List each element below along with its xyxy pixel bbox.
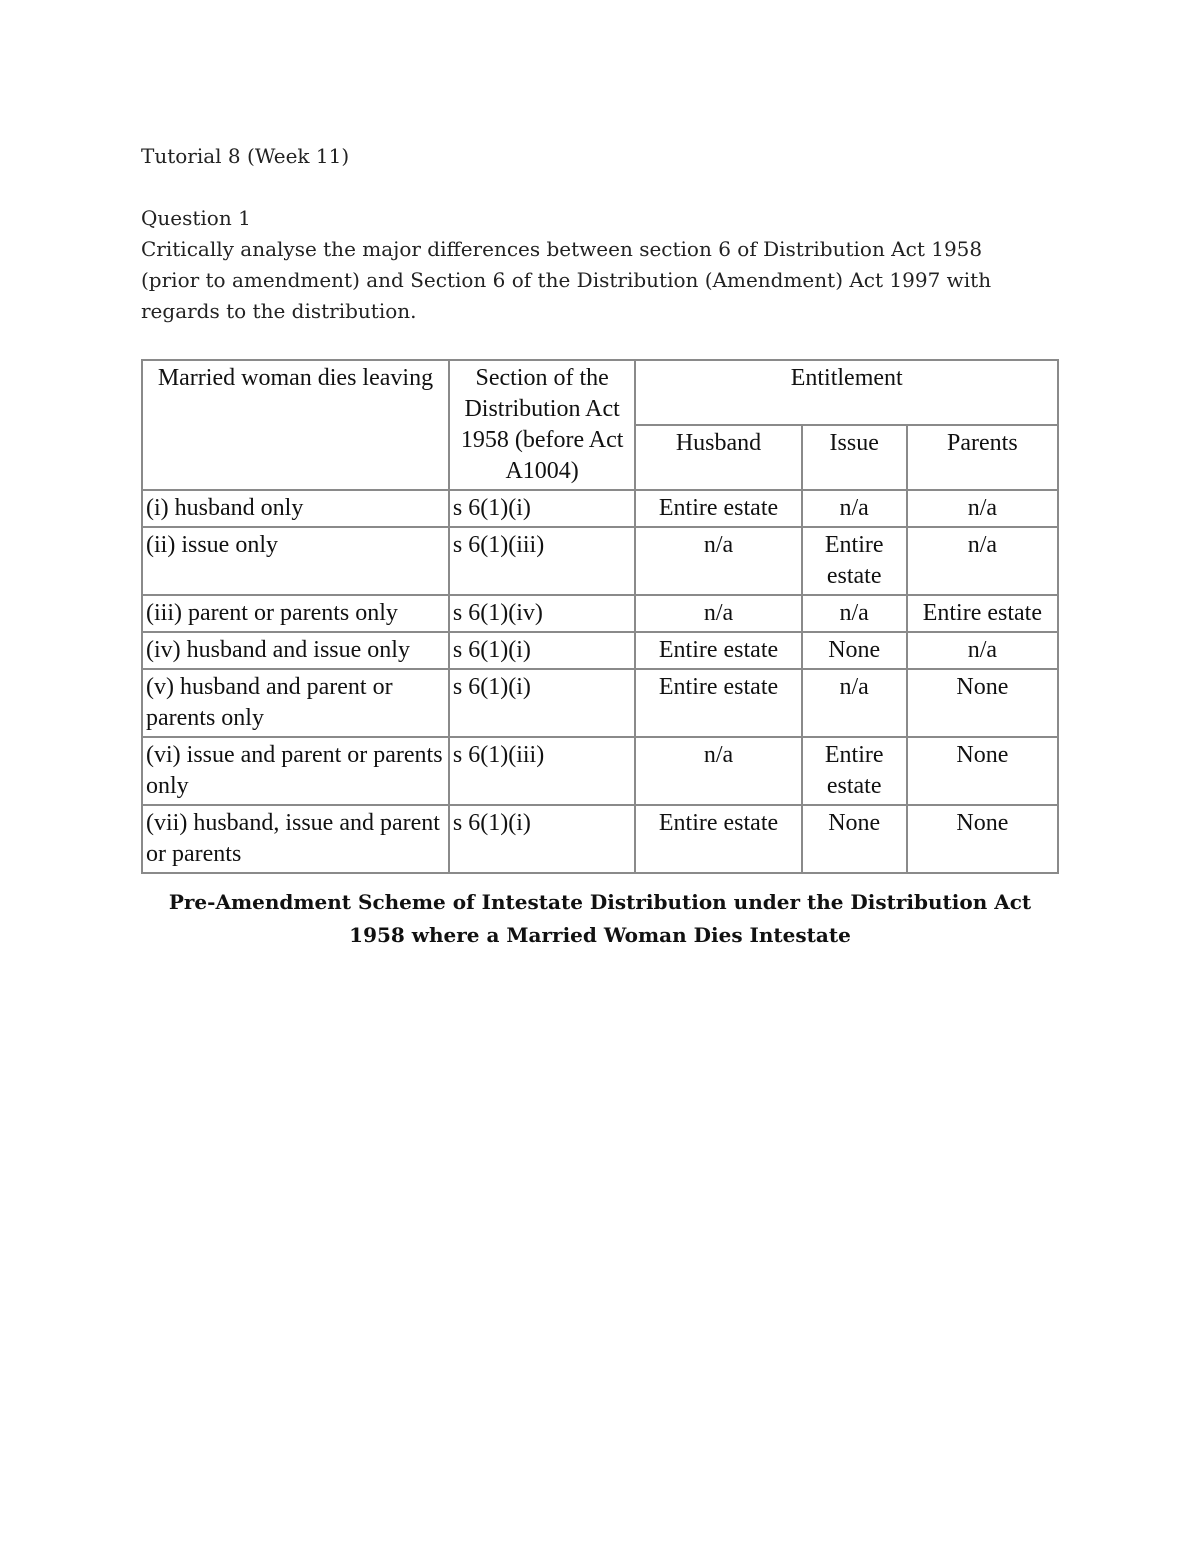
table-row [142,805,1058,873]
table-row [142,527,1058,595]
cell-case: (v) husband and parent or parents only [142,669,449,737]
cell-parents: n/a [907,632,1058,669]
question-label: Question 1 [141,206,251,230]
table-header-row [142,360,1058,425]
cell-section: s 6(1)(i) [449,805,636,873]
cell-issue: Entire estate [802,527,907,595]
document-title: Tutorial 8 (Week 11) [141,144,350,168]
cell-issue: Entire estate [802,737,907,805]
header-issue: Issue [802,425,907,490]
distribution-table [141,359,1059,874]
cell-issue: n/a [802,669,907,737]
cell-issue: None [802,805,907,873]
cell-case: (ii) issue only [142,527,449,595]
cell-section: s 6(1)(i) [449,490,636,527]
question-text: Critically analyse the major differences between section 6 of Distribution Act 1958 (prior to amendment) and Section 6 of the Distribution (Amendment) Act 1997 with regards to the distribution. [141,237,992,323]
cell-parents: None [907,669,1058,737]
header-husband: Husband [635,425,801,490]
cell-parents: Entire estate [907,595,1058,632]
cell-husband: Entire estate [635,805,801,873]
cell-case: (iv) husband and issue only [142,632,449,669]
cell-husband: Entire estate [635,669,801,737]
header-parents: Parents [907,425,1058,490]
cell-husband: n/a [635,737,801,805]
cell-case: (vi) issue and parent or parents only [142,737,449,805]
cell-husband: n/a [635,595,801,632]
cell-issue: None [802,632,907,669]
header-entitlement: Entitlement [635,360,1058,425]
cell-parents: n/a [907,527,1058,595]
cell-issue: n/a [802,595,907,632]
cell-parents: None [907,737,1058,805]
cell-section: s 6(1)(i) [449,669,636,737]
header-married-woman: Married woman dies leaving [142,360,449,490]
cell-husband: Entire estate [635,490,801,527]
table-row [142,490,1058,527]
cell-section: s 6(1)(iv) [449,595,636,632]
cell-section: s 6(1)(iii) [449,527,636,595]
table-caption: Pre-Amendment Scheme of Intestate Distribution under the Distribution Act 1958 where a Married Woman Dies Intestate [168,890,1032,947]
cell-case: (vii) husband, issue and parent or parents [142,805,449,873]
cell-parents: n/a [907,490,1058,527]
cell-husband: n/a [635,527,801,595]
cell-case: (iii) parent or parents only [142,595,449,632]
table-row [142,632,1058,669]
cell-section: s 6(1)(iii) [449,737,636,805]
cell-section: s 6(1)(i) [449,632,636,669]
cell-case: (i) husband only [142,490,449,527]
cell-husband: Entire estate [635,632,801,669]
header-section: Section of the Distribution Act 1958 (before Act A1004) [449,360,636,490]
table-row [142,595,1058,632]
cell-parents: None [907,805,1058,873]
table-row [142,737,1058,805]
table-row [142,669,1058,737]
cell-issue: n/a [802,490,907,527]
